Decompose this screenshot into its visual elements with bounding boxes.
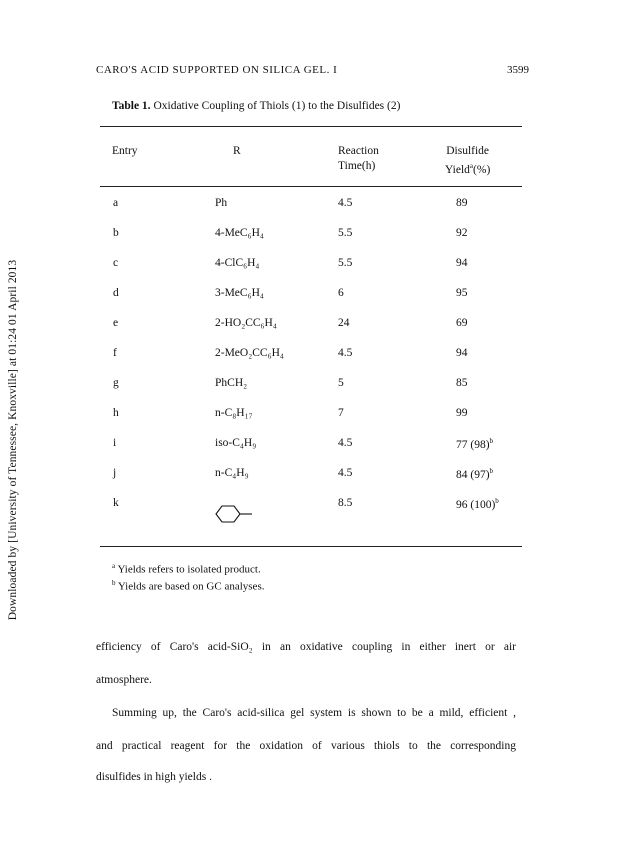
paragraph-2-line-2: and practical reagent for the oxidation of various thiols to the corresponding	[96, 740, 516, 752]
entry-cell: c	[113, 257, 119, 269]
entry-cell: j	[113, 467, 117, 479]
substituent-cell: n-C₈H₁₇	[215, 407, 253, 419]
table-row	[0, 407, 624, 437]
footnote-a: $^a$ Yields refers to isolated product.	[112, 562, 261, 576]
entry-cell: f	[113, 347, 117, 359]
reaction-time-cell: 24	[338, 317, 350, 329]
entry-cell: g	[113, 377, 119, 389]
column-header-time-line1: Reaction	[338, 145, 379, 157]
column-header-yield-line2: Yield$^a$(%)	[445, 162, 491, 176]
reaction-time-cell: 6	[338, 287, 344, 299]
entry-cell: k	[113, 497, 119, 509]
entry-cell: i	[113, 437, 117, 449]
entry-cell: a	[113, 197, 119, 209]
yield-cell: 89	[456, 197, 468, 209]
yield-cell: 95	[456, 287, 468, 299]
running-head: CARO'S ACID SUPPORTED ON SILICA GEL. I	[96, 64, 338, 76]
substituent-cell: 3-MeC₆H₄	[215, 287, 264, 299]
substituent-cell: n-C₄H₉	[215, 467, 249, 479]
table-row	[0, 287, 624, 317]
entry-cell: h	[113, 407, 119, 419]
table-bottom-rule	[100, 546, 522, 547]
table-row	[0, 497, 624, 527]
download-watermark-text: Downloaded by [University of Tennessee, Knoxville] at 01:24 01 April 2013	[7, 259, 19, 621]
reaction-time-cell: 5	[338, 377, 344, 389]
table-header-rule	[100, 186, 522, 187]
table-body	[0, 197, 624, 527]
paragraph-2-line-1: Summing up, the Caro's acid-silica gel system is shown to be a mild, efficient ,	[112, 707, 516, 719]
substituent-cell: Ph	[215, 197, 228, 209]
substituent-cell: 4-ClC₆H₄	[215, 257, 260, 269]
column-header-entry: Entry	[112, 145, 138, 157]
column-header-reaction-time	[338, 144, 379, 174]
yield-cell: 92	[456, 227, 468, 239]
table-row	[0, 197, 624, 227]
column-header-time-line2: Time(h)	[338, 160, 376, 172]
footnote-b: $^b$ Yields are based on GC analyses.	[112, 579, 265, 593]
reaction-time-cell: 7	[338, 407, 344, 419]
entry-cell: d	[113, 287, 119, 299]
reaction-time-cell: 4.5	[338, 197, 353, 209]
yield-cell: 84 $(97)^b$	[456, 467, 494, 481]
entry-cell: b	[113, 227, 119, 239]
table-row	[0, 227, 624, 257]
paragraph-1-line-1: efficiency of Caro's acid-SiO₂ in an oxidative coupling in either inert or air	[96, 641, 516, 653]
yield-cell: 69	[456, 317, 468, 329]
reaction-time-cell: 4.5	[338, 437, 353, 449]
substituent-cell: 4-MeC₆H₄	[215, 227, 264, 239]
substituent-cell: 2-MeO₂CC₆H₄	[215, 347, 284, 359]
reaction-time-cell: 4.5	[338, 347, 353, 359]
column-header-yield-line1: Disulfide	[446, 145, 490, 157]
paragraph-1-line-2: atmosphere.	[96, 674, 152, 686]
substituent-cell: PhCH₂	[215, 377, 248, 389]
table-row	[0, 257, 624, 287]
substituent-cell: 2-HO₂CC₆H₄	[215, 317, 277, 329]
table-row	[0, 347, 624, 377]
reaction-time-cell: 8.5	[338, 497, 353, 509]
table-label: Table 1.	[112, 100, 151, 112]
column-header-disulfide-yield	[445, 144, 490, 178]
yield-cell: 96 $(100)^b$	[456, 497, 499, 511]
reaction-time-cell: 5.5	[338, 227, 353, 239]
substituent-cell: iso-C₄H₉	[215, 437, 257, 449]
cyclohexyl-structure-icon	[214, 502, 260, 526]
page-number: 3599	[507, 64, 529, 76]
yield-cell: 94	[456, 257, 468, 269]
table-row	[0, 467, 624, 497]
column-header-r: R	[233, 145, 241, 157]
reaction-time-cell: 4.5	[338, 467, 353, 479]
yield-cell: 85	[456, 377, 468, 389]
table-top-rule	[100, 126, 522, 127]
entry-cell: e	[113, 317, 119, 329]
table-row	[0, 437, 624, 467]
yield-cell: 99	[456, 407, 468, 419]
table-caption: Oxidative Coupling of Thiols (1) to the Disulfides (2)	[150, 100, 401, 112]
table-row	[0, 317, 624, 347]
reaction-time-cell: 5.5	[338, 257, 353, 269]
yield-cell: 77 $(98)^b$	[456, 437, 494, 451]
table-row	[0, 377, 624, 407]
yield-cell: 94	[456, 347, 468, 359]
paragraph-2-line-3: disulfides in high yields .	[96, 771, 212, 783]
table-title	[112, 100, 400, 112]
